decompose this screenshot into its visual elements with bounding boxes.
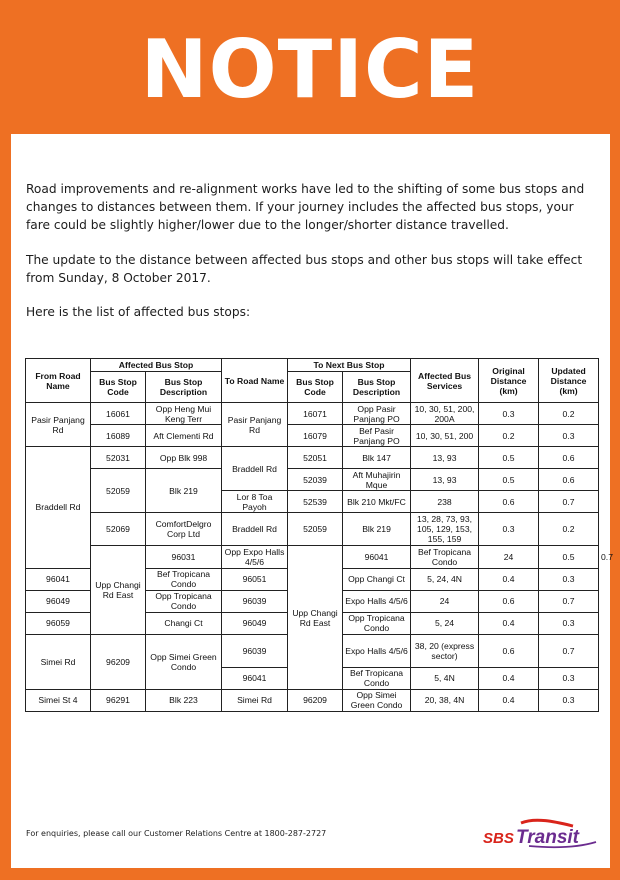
next-code-cell: 52039 <box>288 469 343 491</box>
to-road-cell: Upp Changi Rd East <box>288 546 343 689</box>
next-code-cell: 16079 <box>288 425 343 447</box>
to-road-cell: Braddell Rd <box>222 513 288 546</box>
updated-distance-cell: 0.3 <box>539 689 599 711</box>
updated-distance-cell: 0.3 <box>539 568 599 590</box>
affected-desc-cell: Opp Heng Mui Keng Terr <box>146 403 222 425</box>
logo-sbs-text: SBS <box>483 830 514 847</box>
affected-code-cell: 52059 <box>91 469 146 513</box>
original-distance-cell: 0.4 <box>479 689 539 711</box>
original-distance-cell: 0.4 <box>479 612 539 634</box>
header-next-bus-stop: To Next Bus Stop <box>288 359 411 372</box>
affected-desc-cell: Changi Ct <box>146 612 222 634</box>
affected-desc-cell: Aft Clementi Rd <box>146 425 222 447</box>
services-cell: 13, 93 <box>411 469 479 491</box>
next-desc-cell: Opp Simei Green Condo <box>343 689 411 711</box>
services-cell: 238 <box>411 491 479 513</box>
header-affected-services: Affected Bus Services <box>411 359 479 403</box>
original-distance-cell: 0.3 <box>479 403 539 425</box>
from-road-cell: Simei Rd <box>26 634 91 689</box>
affected-code-cell: 96059 <box>26 612 91 634</box>
next-desc-cell: Blk 210 Mkt/FC <box>343 491 411 513</box>
effective-date-paragraph: The update to the distance between affected bus stops and other bus stops will take effect from Sunday, 8 October 2017. <box>26 253 583 285</box>
original-distance-cell: 0.4 <box>479 568 539 590</box>
logo-transit-text: Transit <box>516 827 580 848</box>
next-desc-cell: Aft Muhajirin Mque <box>343 469 411 491</box>
next-desc-cell: Bef Tropicana Condo <box>411 546 479 568</box>
services-cell: 5, 4N <box>411 667 479 689</box>
sbs-transit-logo <box>481 818 601 850</box>
services-cell: 13, 93 <box>411 447 479 469</box>
affected-desc-cell: Blk 223 <box>146 689 222 711</box>
original-distance-cell: 0.6 <box>479 491 539 513</box>
header-bus-stop-description: Bus Stop Description <box>146 372 222 403</box>
affected-code-cell: 52069 <box>91 513 146 546</box>
updated-distance-cell: 0.2 <box>539 403 599 425</box>
next-code-cell: 96039 <box>222 634 288 667</box>
original-distance-cell: 0.6 <box>479 634 539 667</box>
original-distance-cell: 0.4 <box>479 667 539 689</box>
header-next-bus-stop-description: Bus Stop Description <box>343 372 411 403</box>
header-bus-stop-code: Bus Stop Code <box>91 372 146 403</box>
table-row <box>26 689 599 711</box>
updated-distance-cell: 0.3 <box>539 667 599 689</box>
from-road-cell: Upp Changi Rd East <box>91 546 146 634</box>
table-row <box>26 425 599 447</box>
updated-distance-cell: 0.3 <box>539 425 599 447</box>
affected-desc-cell: Opp Simei Green Condo <box>146 634 222 689</box>
affected-desc-cell: Opp Expo Halls 4/5/6 <box>222 546 288 568</box>
notice-panel <box>11 134 613 868</box>
notice-title: NOTICE <box>140 23 480 116</box>
original-distance-cell: 0.5 <box>539 546 599 568</box>
next-code-cell: 96041 <box>343 546 411 568</box>
services-cell: 13, 28, 73, 93, 105, 129, 153, 155, 159 <box>411 513 479 546</box>
original-distance-cell: 0.5 <box>479 469 539 491</box>
services-cell: 5, 24 <box>411 612 479 634</box>
next-desc-cell: Bef Tropicana Condo <box>343 667 411 689</box>
next-desc-cell: Opp Changi Ct <box>343 568 411 590</box>
to-road-cell: Simei Rd <box>222 689 288 711</box>
next-desc-cell: Expo Halls 4/5/6 <box>343 634 411 667</box>
table-row <box>26 469 599 491</box>
original-distance-cell: 0.6 <box>479 590 539 612</box>
affected-desc-cell: Bef Tropicana Condo <box>146 568 222 590</box>
original-distance-cell: 0.5 <box>479 447 539 469</box>
header-original-distance: Original Distance (km) <box>479 359 539 403</box>
affected-code-cell: 16089 <box>91 425 146 447</box>
next-code-cell: 52059 <box>288 513 343 546</box>
updated-distance-cell: 0.3 <box>539 612 599 634</box>
intro-paragraph: Road improvements and re-alignment works have led to the shifting of some bus stops and changes to distances between them. If your journey includes the affected bus stops, your fare could be slightly higher/lower due to the longer/shorter distance travelled. <box>26 182 585 232</box>
header-affected-bus-stop: Affected Bus Stop <box>91 359 222 372</box>
next-code-cell: 96039 <box>222 590 288 612</box>
updated-distance-cell: 0.6 <box>539 469 599 491</box>
logo-swoosh-icon <box>521 820 573 826</box>
table-row <box>26 403 599 425</box>
affected-code-cell: 52031 <box>91 447 146 469</box>
next-desc-cell: Opp Tropicana Condo <box>343 612 411 634</box>
next-desc-cell: Opp Pasir Panjang PO <box>343 403 411 425</box>
header-to-road: To Road Name <box>222 359 288 403</box>
affected-desc-cell: Blk 219 <box>146 469 222 513</box>
header-next-bus-stop-code: Bus Stop Code <box>288 372 343 403</box>
next-code-cell: 96041 <box>222 667 288 689</box>
updated-distance-cell: 0.2 <box>539 513 599 546</box>
list-intro-paragraph: Here is the list of affected bus stops: <box>26 305 251 319</box>
services-cell: 10, 30, 51, 200, 200A <box>411 403 479 425</box>
table-row <box>26 447 599 469</box>
affected-desc-cell: Opp Blk 998 <box>146 447 222 469</box>
services-cell: 24 <box>479 546 539 568</box>
affected-desc-cell: ComfortDelgro Corp Ltd <box>146 513 222 546</box>
updated-distance-cell: 0.7 <box>539 590 599 612</box>
updated-distance-cell: 0.6 <box>539 447 599 469</box>
affected-code-cell: 16061 <box>91 403 146 425</box>
next-code-cell: 52051 <box>288 447 343 469</box>
next-code-cell: 96049 <box>222 612 288 634</box>
affected-code-cell: 96041 <box>26 568 91 590</box>
from-road-cell: Simei St 4 <box>26 689 91 711</box>
services-cell: 5, 24, 4N <box>411 568 479 590</box>
next-code-cell: 96209 <box>288 689 343 711</box>
table-row: Upp Changi Rd East 96031 Opp Expo Halls 4/5/6 Upp Changi Rd East 96041 Bef Tropicana Condo 24 0.5 0.7 <box>26 546 599 568</box>
header-updated-distance: Updated Distance (km) <box>539 359 599 403</box>
services-cell: 24 <box>411 590 479 612</box>
next-code-cell: 96051 <box>222 568 288 590</box>
next-code-cell: 52539 <box>288 491 343 513</box>
from-road-cell: Braddell Rd <box>26 447 91 568</box>
affected-code-cell: 96031 <box>146 546 222 568</box>
original-distance-cell: 0.2 <box>479 425 539 447</box>
to-road-cell: Lor 8 Toa Payoh <box>222 491 288 513</box>
affected-stops-table <box>25 358 613 712</box>
next-desc-cell: Expo Halls 4/5/6 <box>343 590 411 612</box>
services-cell: 20, 38, 4N <box>411 689 479 711</box>
services-cell: 10, 30, 51, 200 <box>411 425 479 447</box>
from-road-cell: Pasir Panjang Rd <box>26 403 91 447</box>
services-cell: 38, 20 (express sector) <box>411 634 479 667</box>
table-row <box>26 513 599 546</box>
next-desc-cell: Blk 219 <box>343 513 411 546</box>
updated-distance-cell: 0.7 <box>539 491 599 513</box>
affected-code-cell: 96209 <box>91 634 146 689</box>
next-code-cell: 16071 <box>288 403 343 425</box>
header-from-road: From Road Name <box>26 359 91 403</box>
original-distance-cell: 0.3 <box>479 513 539 546</box>
enquiries-footer: For enquiries, please call our Customer Relations Centre at 1800-287-2727 <box>26 829 327 838</box>
next-desc-cell: Blk 147 <box>343 447 411 469</box>
to-road-cell: Pasir Panjang Rd <box>222 403 288 447</box>
next-desc-cell: Bef Pasir Panjang PO <box>343 425 411 447</box>
affected-code-cell: 96049 <box>26 590 91 612</box>
to-road-cell: Braddell Rd <box>222 447 288 491</box>
affected-code-cell: 96291 <box>91 689 146 711</box>
updated-distance-cell: 0.7 <box>539 634 599 667</box>
affected-desc-cell: Opp Tropicana Condo <box>146 590 222 612</box>
